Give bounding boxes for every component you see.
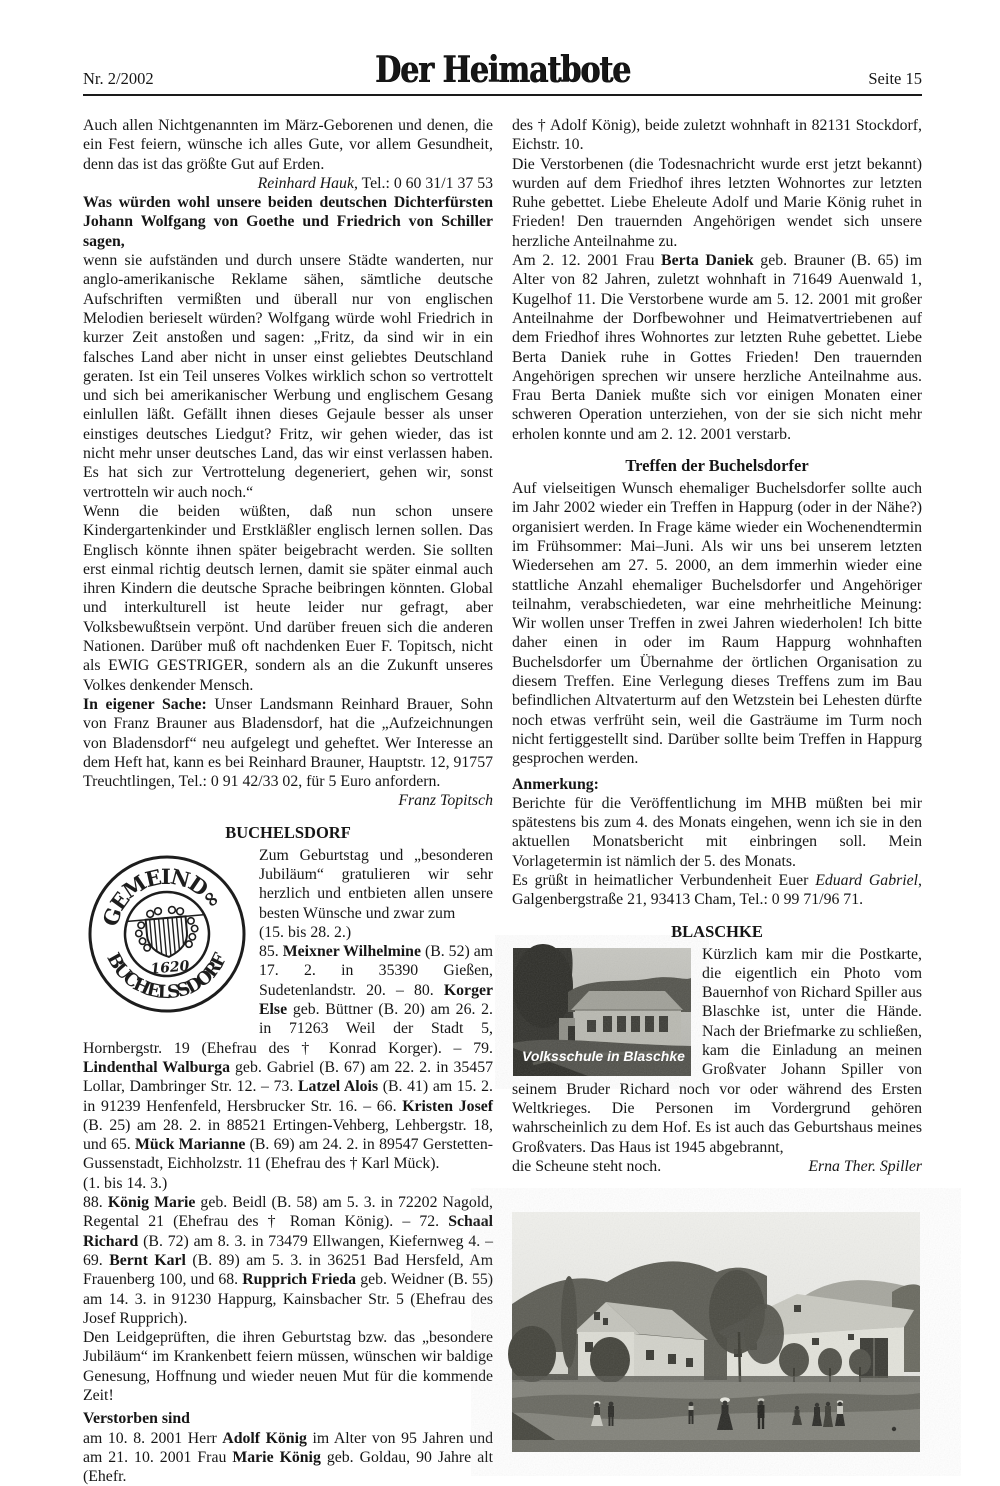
birthday-section — [83, 846, 493, 1486]
treffen-heading: Treffen der Buchelsdorfer — [625, 456, 809, 476]
anmerkung-greeting: Es grüßt in heimatlicher Verbundenheit Euer Eduard Gabriel, Galgenbergstraße 21, 93413 Cham, Tel.: 0 99 71/96 71. — [512, 871, 922, 909]
photo-caption: Volksschule in Blaschke — [522, 1047, 685, 1064]
birthday-list: Zum Geburtstag und „besonderen Jubiläum“ gratulieren wir sehr herzlich und entbieten allen unsere besten Wünsche und zwar zum (15. bis 28. 2.) 85. Meixner Wilhelmine (B. 52) am 17. 2. in 35390 Gießen, Sudetenlandstr. 20. – 80. Korger Else geb. Büttner (B. 20) am 26. 2. in 71263 Weil der Stadt 5, Hornbergstr. 19 (Ehefrau des † Konrad Korger). – 79. Lindenthal Walburga geb. Gabriel (B. 67) am 22. 2. in 35457 Lollar, Dambringer Str. 12. – 73. Latzel Alois (B. 41) am 15. 2. in 91239 Henfenfeld, Hersbrucker Str. 16. – 66. Kristen Josef (B. 25) am 28. 2. in 88521 Ertingen-Vehberg, Lehbergstr. 18, und 65. Mück Marianne (B. 69) am 24. 2. in 89547 Gerstetten-Gussenstadt, Eichholzstr. 11 (Ehefrau des † Karl Mück). (1. bis 14. 3.) 88. König Marie geb. Beidl (B. 58) am 5. 3. in 72202 Nagold, Regental 21 (Ehefrau des † Roman König). – 72. Schaal Richard (B. 72) am 8. 3. in 73479 Ellwangen, Kiefernweg 4. – 69. Bernt Karl (B. 89) am 5. 3. in 36251 Bad Hersfeld, Am Frauenberg 100, und 68. Rupprich Frieda geb. Weidner (B. 55) am 14. 3. in 91230 Happurg, Kainsbacher Str. 5 (Ehefrau des Josef Rupprich). Den Leidgeprüften, die ihren Geburtstag bzw. das „besondere Jubiläum“ im Krankenbett feiern müssen, wünschen wir baldige Genesung, Hoffnung und wieder neuen Mut für die kommende Zeit! — [83, 846, 494, 1404]
deceased-continuation: des † Adolf König), beide zuletzt wohnhaft in 82131 Stockdorf, Eichstr. 10. Die Verstorbenen (die Todesnachricht wurde erst jetzt bekannt) wurden auf dem Friedhof ihres letzten Wohnortes zur letzten Ruhe gebettet. Liebe Eheleute Adolf und Marie König ruhet in Frieden! Den trauernden Angehörigen wendet sich unsere herzliche Anteilnahme zu. Am 2. 12. 2001 Frau Berta Daniek geb. Brauner (B. 65) im Alter von 82 Jahren, zuletzt wohnhaft in 71649 Auenwald 1, Kugelhof 11. Die Verstorbene wurde am 5. 12. 2001 mit großer Anteilnahme der Dorfbewohner und Heimatvertriebenen auf dem Friedhof ihres Wohnortes zur letzten Ruhe gebettet. Liebe Berta Daniek ruhe in Gottes Frieden! Den trauernden Angehörigen sprechen wir unsere herzliche Anteilnahme aus. Frau Berta Daniek mußte sich vor einigen Monaten einer schweren Operation unterziehen, von der sie sich nicht mehr erholen konnte und am 2. 12. 2001 verstarb. — [512, 117, 922, 443]
stamp-year: 1620 — [149, 957, 191, 978]
right-column — [512, 116, 922, 1486]
anmerkung-body: Berichte für die Veröffentlichung im MHB müßten bei mir spätestens bis zum 4. des Monats eingehen, wenn ich sie in den aktuellen Monatsbericht mit einbringen soll. Mein Vorlagetermin ist nämlich der 5. des Monats. — [512, 794, 922, 870]
blaschke-last-line — [512, 1157, 922, 1176]
anmerkung-heading: Anmerkung: — [512, 775, 599, 793]
treffen-body: Auf vielseitigen Wunsch ehemaliger Buchelsdorfer sollte auch im Jahr 2002 wieder ein Treffen in Happurg (oder in der Nähe?) organisiert werden. In Frage käme wieder ein Wochenendtermin im Frühsommer: Mai–Juni. Als wir uns bei unserem letzten Wiedersehen am 27. 5. 2000, an dem immerhin wieder eine stattliche Anzahl ehemaliger Buchelsdorfer und Angehöriger teilnahm, verabschiedeten, war eine mehrheitliche Meinung: Wir wollen unser Treffen in zwei Jahren wiederholen! Ich bitte daher einen in oder im Raum Happurg wohnhaften Buchelsdorfer um Übernahme der örtlichen Organisation zu diesem Treffen. Eine Verlegung dieses Treffens zum im Bau befindlichen Altvaterturm auf den Wetzstein bei Lehesten dürfte noch etwas verfrüht sein, weil die Gasträume im Turm noch nicht fertiggestellt sind. Darüber sollte beim Treffen in Happurg gesprochen werden. — [512, 480, 922, 768]
intro-paragraph: Auch allen Nichtgenannten im März-Geborenen und denen, die ein Fest feiern, wünsche ich alles Gute, vor allem Gesundheit, denn das ist das größte Gut auf Erden. — [83, 117, 493, 173]
deceased-paragraph: am 10. 8. 2001 Herr Adolf König im Alter von 95 Jahren und am 21. 10. 2001 Frau Marie König geb. Goldau, 90 Jahre alt (Ehefr. — [83, 1429, 493, 1486]
poets-body-2: Wenn die beiden wüßten, daß nun schon unsere Kindergartenkinder und Erstkläßler englisch lernen sollen. Das Englisch könnte ihnen später beigebracht werden. Sie sollten erst einmal richtig deutsch lernen, damit sie später einmal auch ihren Kindern die deutsche Sprache beibringen könnten. Global und interkulturell ist heute leider nur gefragt, aber Volksbewußtsein verpönt. Und darüber freuen sich die anderen Nationen. Darüber muß oft nachdenken Euer F. Topitsch, nicht als EWIG GESTRIGER, sondern als an die Zukunft unseres Volkes denkender Mensch. — [83, 502, 493, 694]
volksschule-photo-graphic — [512, 948, 692, 1076]
deceased-heading: Verstorben sind — [83, 1410, 190, 1428]
blaschke-section — [512, 945, 922, 1177]
own-matter-paragraph: In eigener Sache: Unser Landsmann Reinhard Brauer, Sohn von Franz Brauner aus Bladensdorf, hat die „Aufzeichnungen von Bladensdorf“ neu aufgelegt und geheftet. Wer Interesse an dem Heft hat, kann es bei Reinhard Brauner, Hauptstr. 12, 91757 Treuchtlingen, Tel.: 0 91 42/33 02, für 5 Euro anfordern. — [83, 695, 493, 791]
page-number: Seite 15 — [868, 69, 922, 88]
gemeinde-buchelssdorf-stamp — [83, 850, 251, 1020]
stamp-ring-bottom-text: BUCHELSSDORF — [102, 947, 233, 1003]
issue-number: Nr. 2/2002 — [83, 69, 154, 88]
masthead-title: Der Heimatbote — [374, 49, 631, 92]
bauernhof-photo-graphic — [512, 1212, 920, 1452]
blaschke-signature: Erna Ther. Spiller — [808, 1157, 922, 1175]
stamp-ring-top-text: GEMEIND∞ — [97, 863, 229, 929]
stamp-seal-graphic — [83, 850, 251, 1020]
blaschke-heading: BLASCHKE — [671, 921, 763, 941]
stamp-scroll-ornaments — [134, 904, 200, 951]
poets-question-heading: Was würden wohl unsere beiden deutschen Dichterfürsten Johann Wolfgang von Goethe und Friedrich von Schiller sagen, — [83, 194, 493, 250]
volksschule-photo — [512, 948, 692, 1076]
blaschke-body: Kürzlich kam mir die Postkarte, die eigentlich ein Photo vom Bauernhof von Richard Spiller aus Blaschke ist, unter die Hände. Nach der Briefmarke zu schließen, kam die Einladung an meinen Großvater Johann Spiller von seinem Bruder Richard noch vor oder während des Ersten Weltkrieges. Die Personen im Vordergrund gehören wahrscheinlich zu dem Hof. Es ist auch das Geburtshaus meines Großvaters. Das Haus ist 1945 abgebrannt, — [512, 945, 922, 1156]
buchelsdorf-heading: BUCHELSDORF — [225, 822, 351, 842]
columns — [83, 116, 922, 1486]
page-header — [83, 49, 922, 96]
blaschke-last-text: die Scheune steht noch. — [512, 1157, 662, 1175]
left-column — [83, 116, 493, 1486]
intro-signature: Reinhard Hauk, Tel.: 0 60 31/1 37 53 — [257, 174, 493, 192]
bauernhof-photo — [512, 1212, 922, 1452]
own-matter-signature: Franz Topitsch — [398, 792, 493, 810]
poets-body-1: wenn sie aufständen und durch unsere Städte wanderten, nur anglo-amerikanische Reklame sähen, sämtliche deutsche Aufschriften vermißten und überall nur von englischen Melodien berieselt würden? Wolfgang würde wohl Friedrich in kurzer Zeit anstoßen und sagen: „Fritz, da sind wir in ein falsches Land aber nicht in unser einst geliebtes Deutschland geraten. Ist ein Teil unseres Volkes wirklich schon so vertrottelt und sich bei amerikanischer Werbung und englischem Gesang einlullen läßt. Gefällt ihnen dieses Gejaule besser als unser einstiges deutsches Liedgut? Fritz, wir gehen wieder, das ist nicht mehr unser deutsches Land, das wir einst verlassen haben. Es hat sich zur Vertrottelung degeneriert, gehen wir, sonst vertrotteln wir auch noch.“ — [83, 252, 493, 501]
